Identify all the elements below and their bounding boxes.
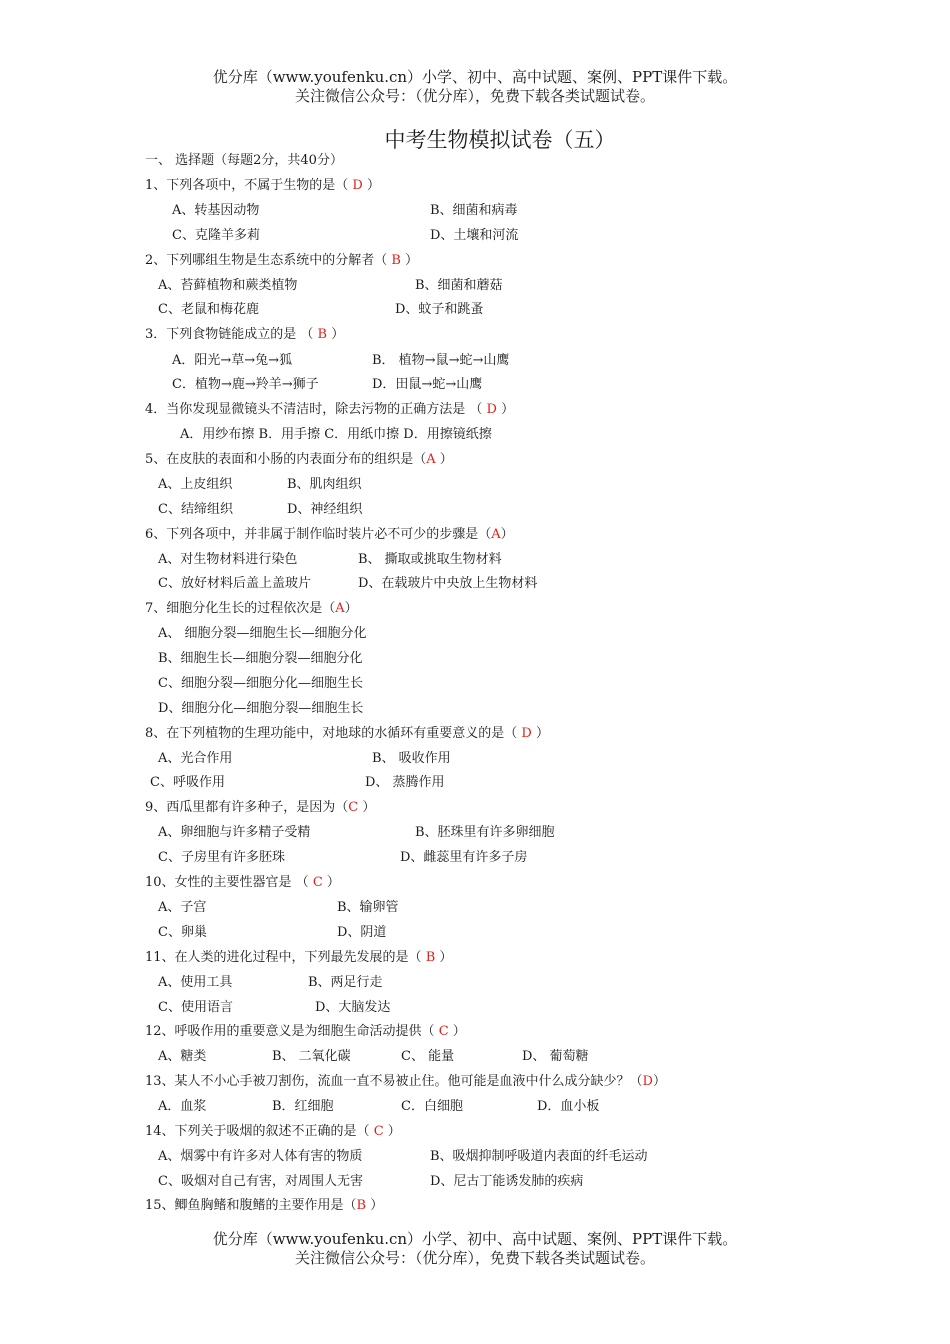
- q5-option-d: D、神经组织: [287, 502, 363, 517]
- answer-13: D: [642, 1074, 653, 1089]
- q7-option-b: B、细胞生长—细胞分裂—细胞分化: [158, 651, 363, 666]
- answer-8: D: [521, 726, 532, 741]
- answer-3: B: [317, 327, 328, 342]
- q7-option-d: D、细胞分化—细胞分裂—细胞生长: [158, 701, 364, 716]
- question-4: 4．当你发现显微镜头不清洁时，除去污物的正确方法是 （ D ）: [145, 402, 515, 417]
- q10-option-a: A、子宫: [158, 900, 207, 915]
- q9-option-b: B、胚珠里有许多卵细胞: [415, 825, 555, 840]
- answer-10: C: [312, 875, 323, 890]
- q6-option-c: C、放好材料后盖上盖玻片: [158, 576, 311, 591]
- question-1: 1、下列各项中，不属于生物的是（ D ）: [145, 178, 380, 193]
- q13-option-d: D．血小板: [537, 1099, 600, 1114]
- q13-option-b: B．红细胞: [272, 1099, 334, 1114]
- footer-line-2: 关注微信公众号：（优分库），免费下载各类试题试卷。: [294, 1249, 655, 1267]
- q13-option-a: A．血浆: [158, 1099, 207, 1114]
- q8-option-d: D、 蒸腾作用: [365, 775, 445, 790]
- q9-option-c: C、子房里有许多胚珠: [158, 850, 285, 865]
- answer-6: A: [491, 527, 501, 542]
- section-heading: 一、 选择题（每题2分，共40分）: [145, 153, 343, 168]
- answer-2: B: [391, 253, 401, 268]
- q5-option-c: C、结缔组织: [158, 502, 233, 517]
- q2-option-c: C、老鼠和梅花鹿: [158, 302, 259, 317]
- q11-option-a: A、使用工具: [158, 975, 233, 990]
- answer-14: C: [373, 1124, 384, 1139]
- page-title: 中考生物模拟试卷（五）: [384, 128, 616, 152]
- q13-option-c: C．白细胞: [401, 1099, 463, 1114]
- q14-option-d: D、尼古丁能诱发肺的疾病: [430, 1174, 584, 1189]
- q3-option-a: A．阳光→草→兔→狐: [172, 353, 293, 368]
- header-line-1: 优分库（www.youfenku.cn）小学、初中、高中试题、案例、PPT课件下载。: [212, 68, 738, 86]
- q11-option-d: D、大脑发达: [315, 1000, 391, 1015]
- q3-option-c: C．植物→鹿→羚羊→狮子: [172, 377, 319, 392]
- q2-option-b: B、细菌和蘑菇: [415, 278, 503, 293]
- answer-1: D: [352, 178, 363, 193]
- q12-option-b: B、 二氧化碳: [272, 1049, 351, 1064]
- question-7: 7、细胞分化生长的过程依次是（A）: [145, 601, 358, 616]
- answer-11: B: [425, 950, 436, 965]
- footer-line-1: 优分库（www.youfenku.cn）小学、初中、高中试题、案例、PPT课件下载。: [212, 1230, 738, 1248]
- q2-option-a: A、苔藓植物和蕨类植物: [158, 278, 298, 293]
- q8-option-b: B、 吸收作用: [372, 751, 451, 766]
- question-14: 14、下列关于吸烟的叙述不正确的是（ C ）: [145, 1124, 401, 1139]
- q9-option-a: A、卵细胞与许多精子受精: [158, 825, 311, 840]
- q6-option-b: B、 撕取或挑取生物材料: [358, 552, 502, 567]
- question-13: 13、某人不小心手被刀割伤，流血一直不易被止住。他可能是血液中什么成分缺少？（D）: [145, 1074, 666, 1089]
- answer-12: C: [438, 1024, 449, 1039]
- q6-option-a: A、对生物材料进行染色: [158, 552, 298, 567]
- q3-option-b: B． 植物→鼠→蛇→山鹰: [372, 353, 510, 368]
- answer-4: D: [486, 402, 497, 417]
- q10-option-c: C、卵巢: [158, 925, 207, 940]
- question-2: 2、下列哪组生物是生态系统中的分解者（ B ）: [145, 253, 419, 268]
- question-3: 3．下列食物链能成立的是 （ B ）: [145, 327, 345, 342]
- question-5: 5、在皮肤的表面和小肠的内表面分布的组织是（A ）: [145, 452, 453, 467]
- header-line-2: 关注微信公众号：（优分库），免费下载各类试题试卷。: [294, 87, 655, 105]
- question-10: 10、女性的主要性器官是 （ C ）: [145, 875, 340, 890]
- q14-option-a: A、烟雾中有许多对人体有害的物质: [158, 1149, 363, 1164]
- q7-option-a: A、 细胞分裂—细胞生长—细胞分化: [158, 626, 367, 641]
- q6-option-d: D、在载玻片中央放上生物材料: [358, 576, 538, 591]
- q10-option-d: D、阴道: [337, 925, 387, 940]
- q14-option-b: B、吸烟抑制呼吸道内表面的纤毛运动: [430, 1149, 648, 1164]
- q1-option-c: C、克隆羊多莉: [172, 228, 260, 243]
- q4-options: A．用纱布擦 B．用手擦 C．用纸巾擦 D．用擦镜纸擦: [180, 427, 492, 442]
- answer-15: B: [356, 1198, 367, 1213]
- question-9: 9、西瓜里都有许多种子，是因为（C ）: [145, 800, 376, 815]
- q12-option-d: D、 葡萄糖: [522, 1049, 589, 1064]
- q2-option-d: D、蚊子和跳蚤: [395, 302, 484, 317]
- q12-option-a: A、糖类: [158, 1049, 207, 1064]
- question-8: 8、在下列植物的生理功能中，对地球的水循环有重要意义的是（ D ）: [145, 726, 549, 741]
- q10-option-b: B、输卵管: [337, 900, 399, 915]
- q1-option-b: B、细菌和病毒: [430, 203, 518, 218]
- q1-option-a: A、转基因动物: [172, 203, 260, 218]
- question-11: 11、在人类的进化过程中，下列最先发展的是（ B ）: [145, 950, 453, 965]
- q3-option-d: D．田鼠→蛇→山鹰: [372, 377, 483, 392]
- answer-5: A: [426, 452, 436, 467]
- q12-option-c: C、 能量: [401, 1049, 455, 1064]
- q8-option-a: A、光合作用: [158, 751, 233, 766]
- q7-option-c: C、细胞分裂—细胞分化—细胞生长: [158, 676, 363, 691]
- q1-option-d: D、土壤和河流: [430, 228, 519, 243]
- answer-7: A: [335, 601, 345, 616]
- q5-option-b: B、肌肉组织: [287, 477, 362, 492]
- q11-option-b: B、两足行走: [308, 975, 383, 990]
- answer-9: C: [348, 800, 359, 815]
- question-15: 15、鲫鱼胸鳍和腹鳍的主要作用是（B ）: [145, 1198, 384, 1213]
- q14-option-c: C、吸烟对自己有害，对周围人无害: [158, 1174, 363, 1189]
- q9-option-d: D、雌蕊里有许多子房: [400, 850, 528, 865]
- q11-option-c: C、使用语言: [158, 1000, 233, 1015]
- q5-option-a: A、上皮组织: [158, 477, 233, 492]
- question-12: 12、呼吸作用的重要意义是为细胞生命活动提供（ C ）: [145, 1024, 466, 1039]
- q8-option-c: C、呼吸作用: [150, 775, 225, 790]
- question-6: 6、下列各项中，并非属于制作临时装片必不可少的步骤是（A）: [145, 527, 514, 542]
